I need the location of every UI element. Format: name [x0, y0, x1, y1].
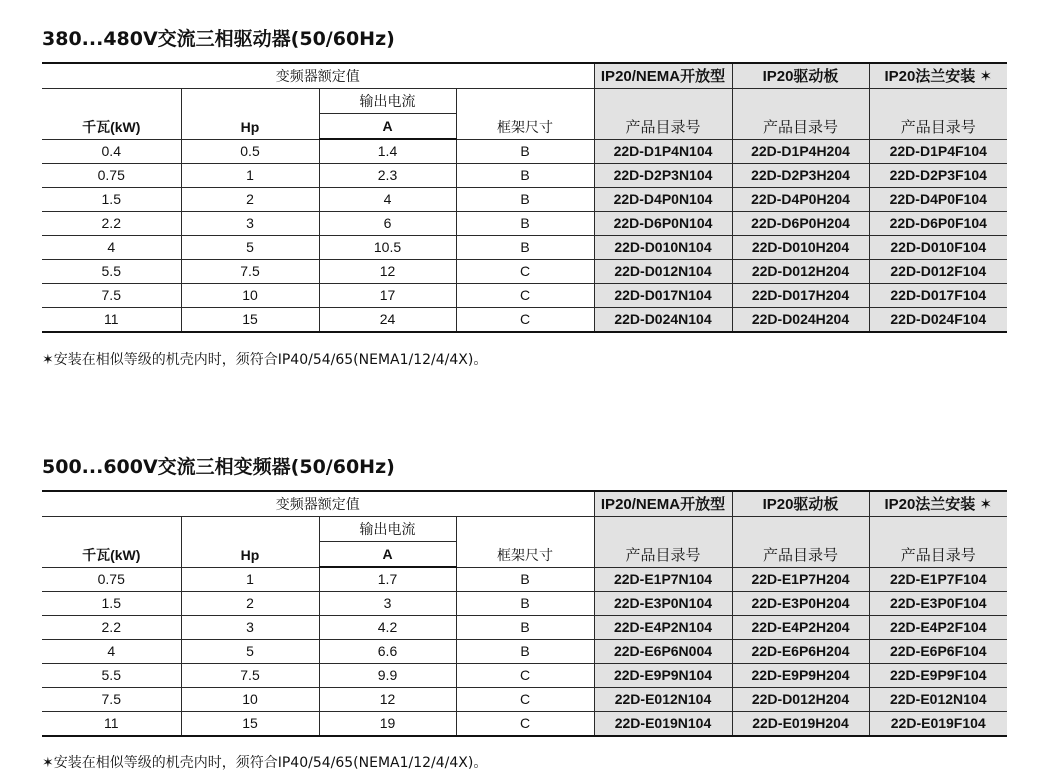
kw-cell: 7.5: [42, 284, 181, 308]
amps-cell: 10.5: [319, 236, 456, 260]
frame-cell: C: [456, 664, 594, 688]
catalog-open-cell: 22D-E012N104: [594, 688, 732, 712]
hp-cell: 5: [181, 640, 319, 664]
catalog-flange-cell: 22D-D4P0F104: [869, 188, 1007, 212]
catalog-open-cell: 22D-E019N104: [594, 712, 732, 737]
hp-cell: 3: [181, 212, 319, 236]
catalog-flange-cell: 22D-E6P6F104: [869, 640, 1007, 664]
hp-cell: 15: [181, 712, 319, 737]
table-row: [42, 308, 1007, 333]
catalog-board-cell: 22D-D010H204: [732, 236, 869, 260]
amps-cell: 6: [319, 212, 456, 236]
table-row: [42, 188, 1007, 212]
amps-cell: 4: [319, 188, 456, 212]
frame-cell: B: [456, 139, 594, 164]
kw-cell: 2.2: [42, 616, 181, 640]
table-row: [42, 688, 1007, 712]
catalog-board-cell: 22D-D017H204: [732, 284, 869, 308]
amps-cell: 1.7: [319, 567, 456, 592]
catalog-flange-cell: 22D-E019F104: [869, 712, 1007, 737]
catalog-flange-cell: 22D-D2P3F104: [869, 164, 1007, 188]
frame-cell: C: [456, 284, 594, 308]
catalog-flange-cell: 22D-E9P9F104: [869, 664, 1007, 688]
table-header: [42, 491, 1007, 567]
catalog-board-cell: 22D-D4P0H204: [732, 188, 869, 212]
catalog-board-cell: 22D-E3P0H204: [732, 592, 869, 616]
frame-cell: C: [456, 712, 594, 737]
footnote: ✶安装在相似等级的机壳内时，须符合IP40/54/65(NEMA1/12/4/4X)。: [42, 352, 488, 368]
amps-cell: 2.3: [319, 164, 456, 188]
catalog-no-header-flange: 产品目录号: [869, 89, 1007, 140]
catalog-open-cell: 22D-D010N104: [594, 236, 732, 260]
frame-cell: B: [456, 567, 594, 592]
table-body: [42, 139, 1007, 332]
kw-cell: 0.75: [42, 567, 181, 592]
amps-cell: 17: [319, 284, 456, 308]
catalog-flange-cell: 22D-E3P0F104: [869, 592, 1007, 616]
kw-cell: 1.5: [42, 188, 181, 212]
col-flange-header: IP20法兰安装 ✶: [869, 63, 1007, 89]
table-row: [42, 164, 1007, 188]
catalog-board-cell: 22D-D024H204: [732, 308, 869, 333]
kw-cell: 0.4: [42, 139, 181, 164]
catalog-board-cell: 22D-E6P6H204: [732, 640, 869, 664]
catalog-flange-cell: 22D-D024F104: [869, 308, 1007, 333]
col-board-header: IP20驱动板: [732, 491, 869, 517]
kw-cell: 4: [42, 236, 181, 260]
output-current-header: 输出电流: [319, 517, 456, 542]
frame-cell: C: [456, 308, 594, 333]
catalog-open-cell: 22D-E9P9N104: [594, 664, 732, 688]
amps-cell: 6.6: [319, 640, 456, 664]
frame-cell: B: [456, 640, 594, 664]
amps-cell: 19: [319, 712, 456, 737]
col-board-header: IP20驱动板: [732, 63, 869, 89]
amps-cell: 9.9: [319, 664, 456, 688]
col-open-header: IP20/NEMA开放型: [594, 491, 732, 517]
catalog-flange-cell: 22D-E4P2F104: [869, 616, 1007, 640]
catalog-flange-cell: 22D-D1P4F104: [869, 139, 1007, 164]
table-row: [42, 212, 1007, 236]
hp-cell: 7.5: [181, 664, 319, 688]
amps-header: A: [319, 114, 456, 140]
catalog-board-cell: 22D-D012H204: [732, 688, 869, 712]
rating-group-header: 变频器额定值: [42, 491, 594, 517]
hp-cell: 2: [181, 188, 319, 212]
catalog-board-cell: 22D-E1P7H204: [732, 567, 869, 592]
catalog-board-cell: 22D-D6P0H204: [732, 212, 869, 236]
table-row: [42, 616, 1007, 640]
hp-cell: 1: [181, 567, 319, 592]
table-body: [42, 567, 1007, 736]
catalog-open-cell: 22D-D017N104: [594, 284, 732, 308]
table-row: [42, 260, 1007, 284]
table-row: [42, 284, 1007, 308]
catalog-no-header-flange: 产品目录号: [869, 517, 1007, 568]
table-row: [42, 640, 1007, 664]
hp-header: Hp: [181, 517, 319, 568]
drive-spec-table: [42, 490, 1007, 737]
frame-cell: C: [456, 260, 594, 284]
catalog-open-cell: 22D-D4P0N104: [594, 188, 732, 212]
catalog-open-cell: 22D-E3P0N104: [594, 592, 732, 616]
hp-cell: 0.5: [181, 139, 319, 164]
rating-group-header: 变频器额定值: [42, 63, 594, 89]
frame-cell: C: [456, 688, 594, 712]
hp-cell: 1: [181, 164, 319, 188]
hp-cell: 15: [181, 308, 319, 333]
catalog-board-cell: 22D-D2P3H204: [732, 164, 869, 188]
col-flange-header: IP20法兰安装 ✶: [869, 491, 1007, 517]
catalog-open-cell: 22D-D6P0N104: [594, 212, 732, 236]
hp-cell: 7.5: [181, 260, 319, 284]
kw-cell: 11: [42, 308, 181, 333]
catalog-flange-cell: 22D-D017F104: [869, 284, 1007, 308]
output-current-header: 输出电流: [319, 89, 456, 114]
hp-cell: 2: [181, 592, 319, 616]
catalog-open-cell: 22D-D012N104: [594, 260, 732, 284]
kw-cell: 0.75: [42, 164, 181, 188]
table-row: [42, 592, 1007, 616]
drive-spec-table: [42, 62, 1007, 333]
catalog-no-header-open: 产品目录号: [594, 89, 732, 140]
catalog-no-header-board: 产品目录号: [732, 89, 869, 140]
catalog-board-cell: 22D-D012H204: [732, 260, 869, 284]
catalog-no-header-open: 产品目录号: [594, 517, 732, 568]
hp-cell: 5: [181, 236, 319, 260]
catalog-board-cell: 22D-E9P9H204: [732, 664, 869, 688]
amps-header: A: [319, 542, 456, 568]
kw-cell: 2.2: [42, 212, 181, 236]
catalog-flange-cell: 22D-D010F104: [869, 236, 1007, 260]
kw-cell: 5.5: [42, 260, 181, 284]
kw-header: 千瓦(kW): [42, 517, 181, 568]
table-row: [42, 139, 1007, 164]
catalog-board-cell: 22D-E019H204: [732, 712, 869, 737]
catalog-flange-cell: 22D-D6P0F104: [869, 212, 1007, 236]
amps-cell: 24: [319, 308, 456, 333]
kw-cell: 5.5: [42, 664, 181, 688]
amps-cell: 12: [319, 260, 456, 284]
frame-cell: B: [456, 164, 594, 188]
kw-cell: 7.5: [42, 688, 181, 712]
hp-cell: 10: [181, 688, 319, 712]
hp-header: Hp: [181, 89, 319, 140]
hp-cell: 3: [181, 616, 319, 640]
frame-header: 框架尺寸: [456, 517, 594, 568]
frame-header: 框架尺寸: [456, 89, 594, 140]
section-title: 380...480V交流三相驱动器(50/60Hz): [42, 28, 395, 50]
catalog-open-cell: 22D-E6P6N004: [594, 640, 732, 664]
amps-cell: 1.4: [319, 139, 456, 164]
catalog-open-cell: 22D-E4P2N104: [594, 616, 732, 640]
catalog-open-cell: 22D-D1P4N104: [594, 139, 732, 164]
footnote: ✶安装在相似等级的机壳内时，须符合IP40/54/65(NEMA1/12/4/4X)。: [42, 755, 488, 771]
catalog-flange-cell: 22D-E1P7F104: [869, 567, 1007, 592]
kw-cell: 4: [42, 640, 181, 664]
table-header: [42, 63, 1007, 139]
amps-cell: 4.2: [319, 616, 456, 640]
catalog-open-cell: 22D-D024N104: [594, 308, 732, 333]
frame-cell: B: [456, 616, 594, 640]
frame-cell: B: [456, 188, 594, 212]
frame-cell: B: [456, 212, 594, 236]
kw-header: 千瓦(kW): [42, 89, 181, 140]
catalog-open-cell: 22D-D2P3N104: [594, 164, 732, 188]
catalog-flange-cell: 22D-E012N104: [869, 688, 1007, 712]
amps-cell: 3: [319, 592, 456, 616]
hp-cell: 10: [181, 284, 319, 308]
frame-cell: B: [456, 236, 594, 260]
frame-cell: B: [456, 592, 594, 616]
table-row: [42, 567, 1007, 592]
catalog-no-header-board: 产品目录号: [732, 517, 869, 568]
table-row: [42, 236, 1007, 260]
kw-cell: 11: [42, 712, 181, 737]
section-title: 500...600V交流三相变频器(50/60Hz): [42, 456, 395, 478]
amps-cell: 12: [319, 688, 456, 712]
kw-cell: 1.5: [42, 592, 181, 616]
catalog-open-cell: 22D-E1P7N104: [594, 567, 732, 592]
catalog-board-cell: 22D-E4P2H204: [732, 616, 869, 640]
catalog-flange-cell: 22D-D012F104: [869, 260, 1007, 284]
col-open-header: IP20/NEMA开放型: [594, 63, 732, 89]
catalog-board-cell: 22D-D1P4H204: [732, 139, 869, 164]
table-row: [42, 664, 1007, 688]
table-row: [42, 712, 1007, 737]
